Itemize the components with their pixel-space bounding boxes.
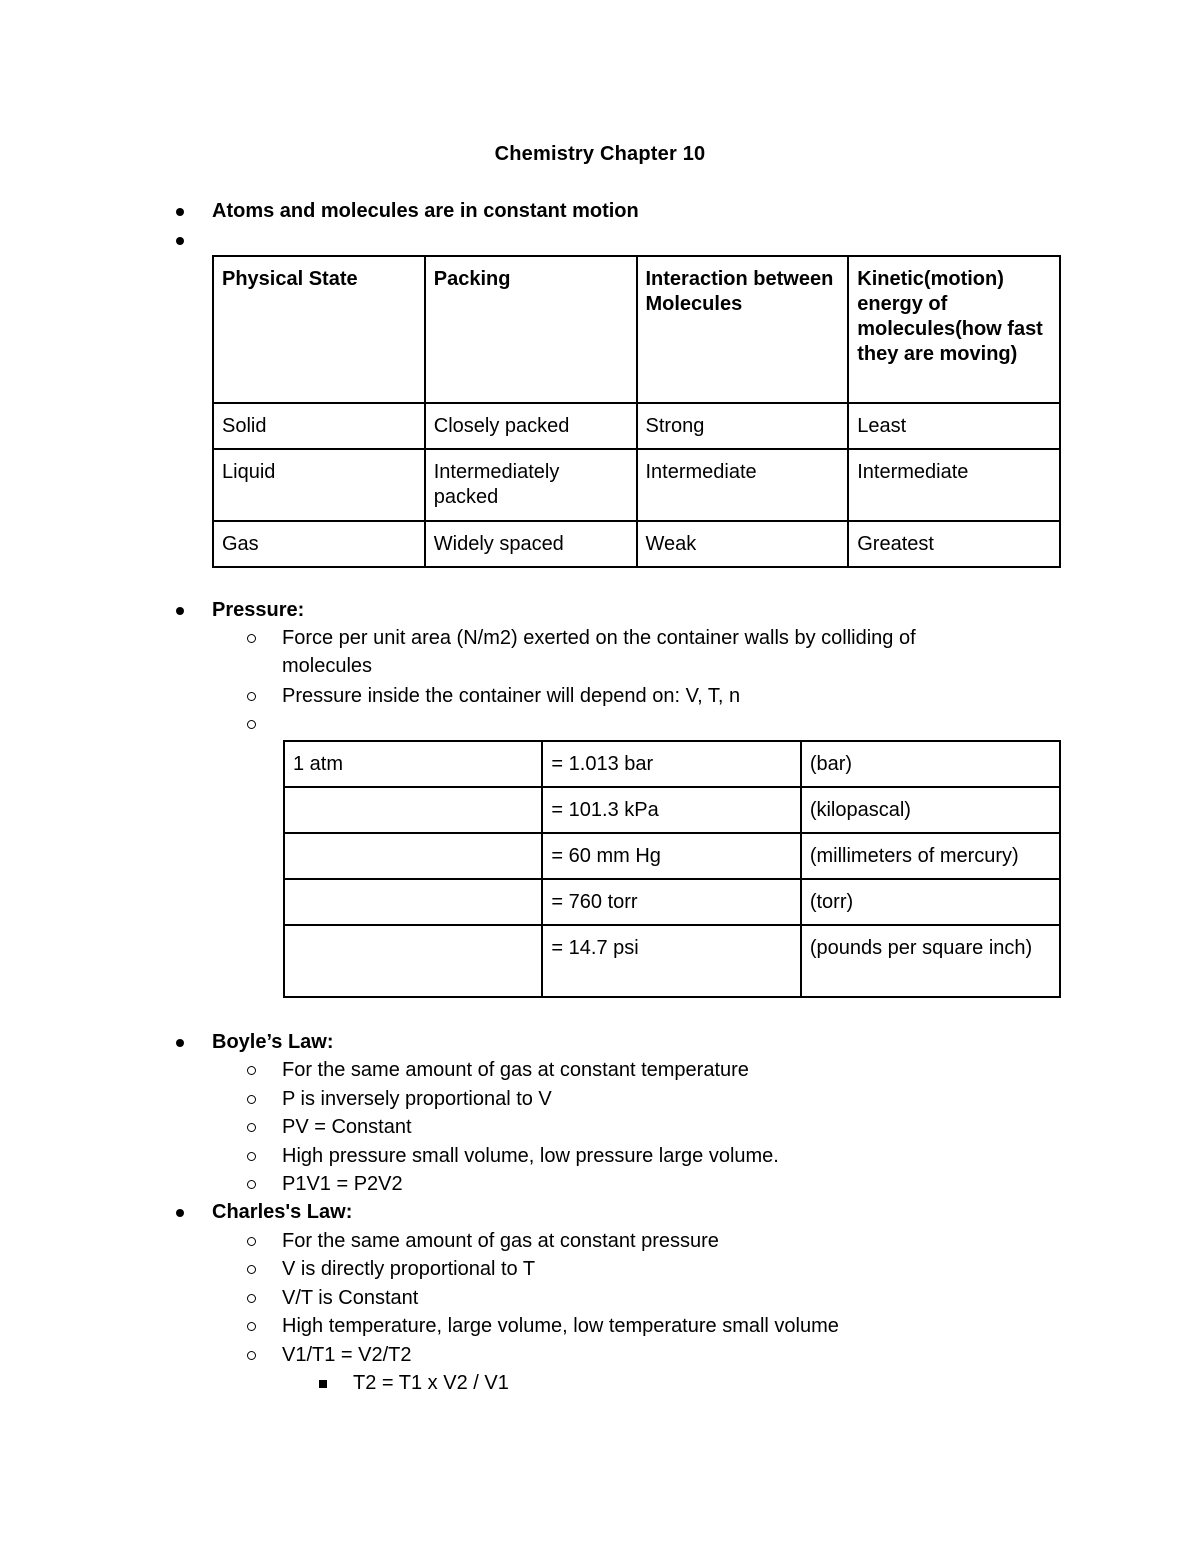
- header-cell: Interaction between Molecules: [637, 256, 849, 403]
- point-text: Pressure inside the container will depend on: V, T, n: [282, 685, 741, 707]
- header-cell: Physical State: [213, 256, 425, 403]
- point-text: For the same amount of gas at constant temperature: [282, 1059, 749, 1081]
- bullet-constant-motion: [212, 197, 639, 225]
- bullet-circle-icon: [247, 1237, 256, 1246]
- table-cell: [284, 833, 542, 879]
- bullet-circle-icon: [247, 634, 256, 643]
- charles-point: [282, 1227, 1002, 1255]
- charles-law-heading: [212, 1198, 352, 1226]
- bullet-circle-icon: [247, 1152, 256, 1161]
- charles-point: [282, 1341, 1002, 1369]
- table-row: [284, 833, 1060, 879]
- charles-point: [282, 1284, 1002, 1312]
- table-cell: Least: [848, 403, 1060, 449]
- point-text: P is inversely proportional to V: [282, 1088, 552, 1110]
- table-cell: [284, 879, 542, 925]
- table-cell: = 60 mm Hg: [542, 833, 800, 879]
- heading-text: Charles's Law:: [212, 1201, 353, 1223]
- table-cell: = 1.013 bar: [542, 741, 800, 787]
- point-text: P1V1 = P2V2: [282, 1173, 403, 1195]
- point-text: V is directly proportional to T: [282, 1258, 536, 1280]
- bullet-circle-icon: [247, 1123, 256, 1132]
- table-header-row: [213, 256, 1060, 403]
- table-cell: = 14.7 psi: [542, 925, 800, 997]
- heading-text: Boyle’s Law:: [212, 1031, 334, 1053]
- charles-point: [282, 1312, 1002, 1340]
- point-text: High temperature, large volume, low temperature small volume: [282, 1315, 839, 1337]
- table-cell: (bar): [801, 741, 1060, 787]
- boyles-point: [282, 1113, 1002, 1141]
- bullet-text: Atoms and molecules are in constant motion: [212, 200, 639, 222]
- bullet-circle-icon: [247, 1294, 256, 1303]
- bullet-dot-icon: [176, 1039, 184, 1047]
- table-cell: (pounds per square inch): [801, 925, 1060, 997]
- document-title: Chemistry Chapter 10: [494, 143, 706, 165]
- bullet-circle-icon: [247, 692, 256, 701]
- charles-point: [282, 1255, 1002, 1283]
- table-cell: = 101.3 kPa: [542, 787, 800, 833]
- bullet-dot-icon: [176, 237, 184, 245]
- table-cell: (kilopascal): [801, 787, 1060, 833]
- bullet-circle-icon: [247, 1095, 256, 1104]
- table-cell: [284, 787, 542, 833]
- bullet-circle-icon: [247, 1066, 256, 1075]
- bullet-circle-icon: [247, 1265, 256, 1274]
- table-cell: [284, 925, 542, 997]
- table-row: [284, 879, 1060, 925]
- table-cell: Greatest: [848, 521, 1060, 567]
- pressure-point-1: [282, 624, 1002, 680]
- charles-subpoint: [353, 1369, 509, 1397]
- table-cell: Intermediately packed: [425, 449, 637, 521]
- pressure-point-2: [282, 682, 1002, 710]
- table-cell: Solid: [213, 403, 425, 449]
- table-cell: Liquid: [213, 449, 425, 521]
- boyles-point: [282, 1170, 1002, 1198]
- bullet-circle-icon: [247, 1351, 256, 1360]
- bullet-dot-icon: [176, 607, 184, 615]
- table-row: [284, 787, 1060, 833]
- table-cell: Intermediate: [848, 449, 1060, 521]
- header-cell: Kinetic(motion) energy of molecules(how fast they are moving): [848, 256, 1060, 403]
- bullet-circle-icon: [247, 1322, 256, 1331]
- point-text: V/T is Constant: [282, 1287, 419, 1309]
- bullet-dot-icon: [176, 208, 184, 216]
- pressure-heading: [212, 596, 304, 624]
- physical-states-table: [212, 255, 1061, 568]
- bullet-dot-icon: [176, 1209, 184, 1217]
- boyles-point: [282, 1142, 1002, 1170]
- boyles-point: [282, 1085, 1002, 1113]
- subpoint-text: T2 = T1 x V2 / V1: [353, 1372, 509, 1394]
- table-cell: 1 atm: [284, 741, 542, 787]
- table-row: [213, 521, 1060, 567]
- table-cell: (millimeters of mercury): [801, 833, 1060, 879]
- table-cell: Strong: [637, 403, 849, 449]
- table-cell: Intermediate: [637, 449, 849, 521]
- point-text: PV = Constant: [282, 1116, 412, 1138]
- table-cell: Weak: [637, 521, 849, 567]
- header-cell: Packing: [425, 256, 637, 403]
- table-cell: = 760 torr: [542, 879, 800, 925]
- table-row: [213, 403, 1060, 449]
- point-text: V1/T1 = V2/T2: [282, 1344, 412, 1366]
- table-cell: Gas: [213, 521, 425, 567]
- boyles-law-heading: [212, 1028, 334, 1056]
- heading-text: Pressure:: [212, 599, 305, 621]
- table-cell: Closely packed: [425, 403, 637, 449]
- point-text: For the same amount of gas at constant pressure: [282, 1230, 719, 1252]
- bullet-square-icon: [319, 1380, 327, 1388]
- bullet-circle-icon: [247, 1180, 256, 1189]
- table-row: [284, 741, 1060, 787]
- table-cell: (torr): [801, 879, 1060, 925]
- table-cell: Widely spaced: [425, 521, 637, 567]
- boyles-point: [282, 1056, 1002, 1084]
- table-row: [284, 925, 1060, 997]
- point-text: High pressure small volume, low pressure large volume.: [282, 1145, 779, 1167]
- pressure-units-table: [283, 740, 1061, 998]
- point-text: Force per unit area (N/m2) exerted on the container walls by colliding of molecules: [282, 627, 916, 677]
- bullet-circle-icon: [247, 720, 256, 729]
- table-row: [213, 449, 1060, 521]
